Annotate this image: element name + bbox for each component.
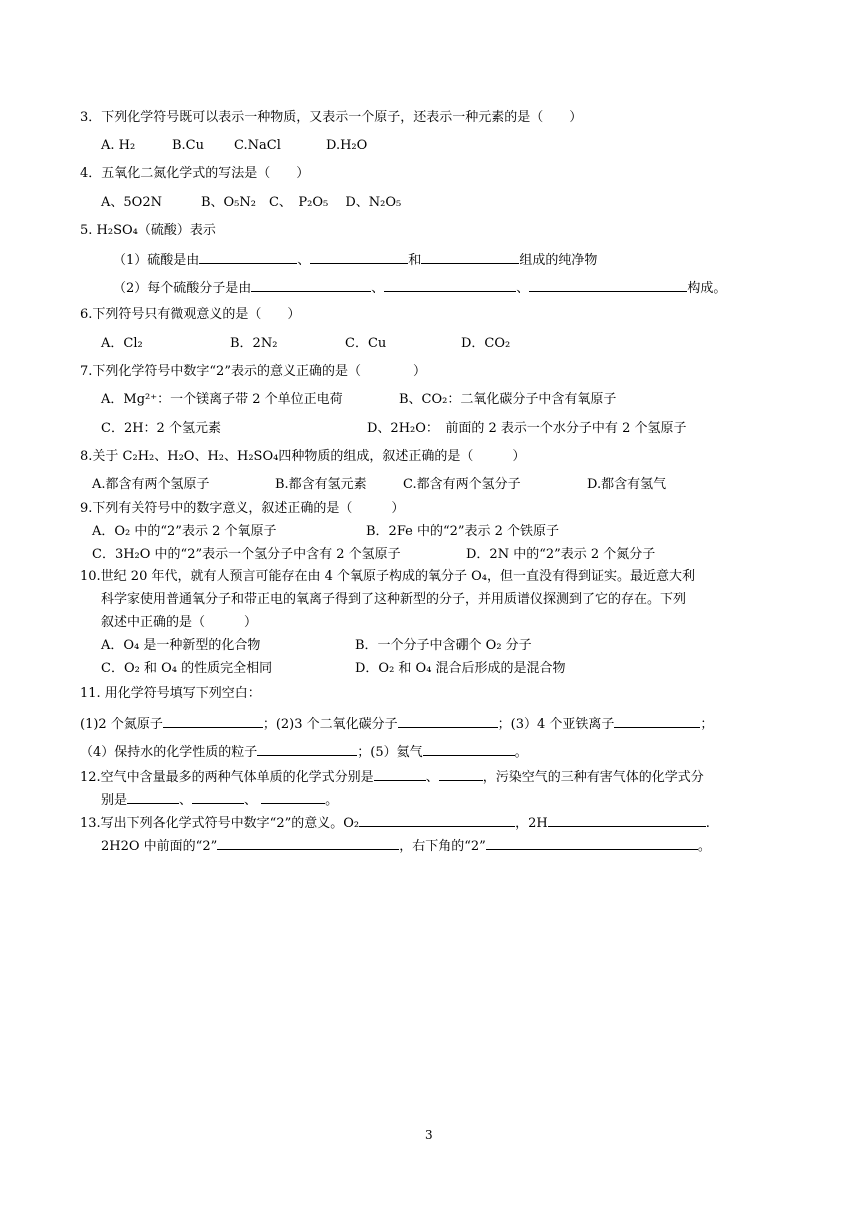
- q10-option-a: A．O₄ 是一种新型的化合物: [101, 638, 261, 653]
- q11-stem: 11. 用化学符号填写下列空白：: [80, 686, 261, 701]
- q13-l1-end: .: [705, 816, 710, 831]
- q12-l2-separator: 、: [244, 793, 262, 808]
- answer-blank[interactable]: [192, 790, 244, 804]
- q5-l2-suffix: 构成。: [687, 281, 727, 296]
- q13-l1-separator: ，2H: [515, 816, 548, 831]
- q5-l1-separator: 和: [408, 253, 422, 268]
- q10-option-b: B．一个分子中含硼个 O₂ 分子: [355, 638, 532, 653]
- q11-part-5: ；(5）氦气: [357, 745, 423, 760]
- answer-blank[interactable]: [127, 790, 179, 804]
- q5-l1-prefix: （1）硫酸是由: [113, 253, 200, 268]
- answer-blank[interactable]: [529, 278, 687, 292]
- answer-blank[interactable]: [423, 742, 515, 756]
- q5-l1-suffix: 组成的纯净物: [519, 253, 598, 268]
- q3-stem: 3．下列化学符号既可以表示一种物质，又表示一个原子，还表示一种元素的是（ ）: [80, 110, 583, 125]
- answer-blank[interactable]: [217, 836, 399, 850]
- q11-part-4: （4）保持水的化学性质的粒子: [80, 745, 258, 760]
- q4-options: A、5O2N B、O₅N₂ C、 P₂O₅ D、N₂O₅: [101, 195, 402, 210]
- q6-stem: 6.下列符号只有微观意义的是（ ）: [80, 307, 301, 322]
- q12-line-2: [101, 790, 338, 810]
- q7-option-b: B、CO₂：二氧化碳分子中含有氧原子: [399, 392, 617, 407]
- q12-line-1: [80, 767, 704, 787]
- q9-option-b: B．2Fe 中的“2”表示 2 个铁原子: [366, 524, 560, 539]
- q5-l2-separator: 、: [516, 281, 530, 296]
- q8-option-d: D.都含有氢气: [587, 477, 667, 492]
- q5-l2-prefix: （2）每个硫酸分子是由: [113, 281, 252, 296]
- q13-l2-separator: ，右下角的“2”: [399, 839, 486, 854]
- q9-stem: 9.下列有关符号中的数字意义，叙述正确的是（ ）: [80, 501, 405, 516]
- q5-line-2: [113, 278, 726, 298]
- q12-l2-prefix: 别是: [101, 793, 128, 808]
- q4-stem: 4．五氧化二氮化学式的写法是（ ）: [80, 166, 310, 181]
- q3-option-b: B.Cu: [172, 138, 205, 153]
- q9-option-d: D．2N 中的“2”表示 2 个氮分子: [466, 547, 656, 562]
- q12-l1-suffix: ，污染空气的三种有害气体的化学式分: [482, 770, 704, 785]
- q12-l1-prefix: 12.空气中含量最多的两种气体单质的化学式分别是: [80, 770, 374, 785]
- q8-stem: 8.关于 C₂H₂、H₂O、H₂、H₂SO₄四种物质的组成，叙述正确的是（ ）: [80, 449, 526, 464]
- q11-part-2: ；(2)3 个二氧化碳分子: [262, 717, 398, 732]
- answer-blank[interactable]: [251, 278, 371, 292]
- answer-blank[interactable]: [199, 250, 297, 264]
- q13-line-1: [80, 813, 710, 833]
- q7-option-d: D、2H₂O： 前面的 2 表示一个水分子中有 2 个氢原子: [367, 421, 687, 436]
- q8-option-b: B.都含有氢元素: [275, 477, 367, 492]
- q11-part-3-end: ；: [700, 717, 714, 732]
- answer-blank[interactable]: [421, 250, 519, 264]
- q11-part-3: ；(3）4 个亚铁离子: [497, 717, 615, 732]
- answer-blank[interactable]: [257, 742, 357, 756]
- q10-option-d: D．O₂ 和 O₄ 混合后形成的是混合物: [355, 661, 566, 676]
- q6-option-c: C．Cu: [345, 336, 387, 351]
- q11-line-1: [80, 714, 713, 734]
- q6-option-b: B．2N₂: [230, 336, 278, 351]
- q7-stem: 7.下列化学符号中数字“2”表示的意义正确的是（ ）: [80, 364, 426, 379]
- q9-option-a: A．O₂ 中的“2”表示 2 个氧原子: [92, 524, 277, 539]
- q5-l2-separator: 、: [371, 281, 385, 296]
- answer-blank[interactable]: [486, 836, 698, 850]
- q6-option-d: D．CO₂: [461, 336, 511, 351]
- q5-line-1: [113, 250, 597, 270]
- q11-part-5-end: 。: [514, 745, 528, 760]
- answer-blank[interactable]: [548, 813, 706, 827]
- q5-stem: 5. H₂SO₄（硫酸）表示: [80, 223, 216, 238]
- q10-line-1: 10.世纪 20 年代，就有人预言可能存在由 4 个氧原子构成的氧分子 O₄，但一直没有得到证实。最近意大利: [80, 569, 696, 584]
- q7-option-a: A．Mg²⁺：一个镁离子带 2 个单位正电荷: [101, 392, 343, 407]
- answer-blank[interactable]: [384, 278, 516, 292]
- q13-l1-prefix: 13.写出下列各化学式符号中数字“2”的意义。O₂: [80, 816, 360, 831]
- q3-option-a: A. H₂: [101, 138, 136, 153]
- answer-blank[interactable]: [359, 813, 515, 827]
- q13-l2-prefix: 2H2O 中前面的“2”: [101, 839, 218, 854]
- q10-line-3: 叙述中正确的是（ ）: [101, 615, 258, 630]
- q7-option-c: C．2H：2 个氢元素: [101, 421, 221, 436]
- answer-blank[interactable]: [398, 714, 498, 728]
- q10-line-2: 科学家使用普通氧分子和带正电的氧离子得到了这种新型的分子，并用质谱仪探测到了它的存在。下列: [101, 592, 687, 607]
- q12-l1-separator: 、: [425, 770, 439, 785]
- q5-l1-separator: 、: [297, 253, 311, 268]
- answer-blank[interactable]: [614, 714, 700, 728]
- answer-blank[interactable]: [310, 250, 408, 264]
- q3-option-c: C.NaCl: [234, 138, 281, 153]
- q8-option-a: A.都含有两个氢原子: [92, 477, 210, 492]
- q10-option-c: C．O₂ 和 O₄ 的性质完全相同: [101, 661, 273, 676]
- answer-blank[interactable]: [439, 767, 483, 781]
- q12-l2-end: 。: [325, 793, 339, 808]
- answer-blank[interactable]: [374, 767, 426, 781]
- page-number: 3: [425, 1128, 433, 1142]
- q8-option-c: C.都含有两个氢分子: [403, 477, 521, 492]
- q3-option-d: D.H₂O: [326, 138, 368, 153]
- q11-part-1: (1)2 个氮原子: [80, 717, 163, 732]
- answer-blank[interactable]: [163, 714, 263, 728]
- q6-option-a: A．Cl₂: [101, 336, 143, 351]
- q9-option-c: C．3H₂O 中的“2”表示一个氢分子中含有 2 个氢原子: [92, 547, 401, 562]
- q13-l2-end: 。: [697, 839, 711, 854]
- q11-line-2: [80, 742, 528, 762]
- q12-l2-separator: 、: [179, 793, 193, 808]
- q13-line-2: [101, 836, 711, 856]
- answer-blank[interactable]: [261, 790, 325, 804]
